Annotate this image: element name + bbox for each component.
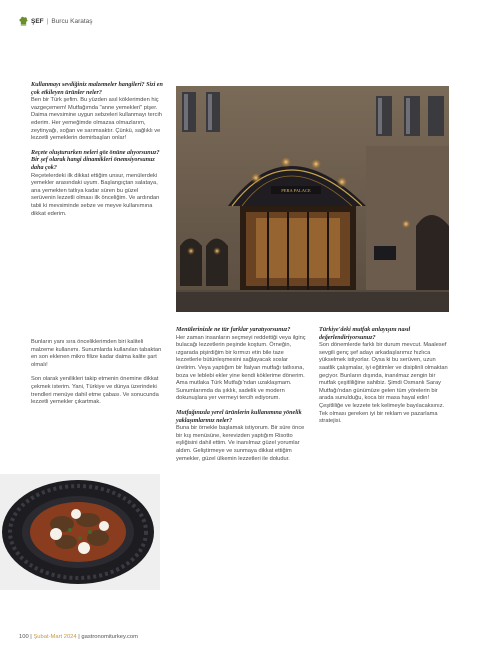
question-favorite-ingredients: Kullanmayı sevdiğiniz malzemeler hangileri? Sizi en çok etkileyen ürünler neler? [31,82,163,96]
column-2 [176,327,306,463]
footer-separator-2: | [78,634,80,640]
question-turkish-cuisine: Türkiye'deki mutfak anlayışını nasıl değerlendiriyorsunuz? [319,327,411,341]
food-plate-photo [0,474,160,590]
question-recipe-creation: Reçete oluştururken neleri göz önüne alıyorsunuz? Bir şef olarak hangi dinamikleri önemsiyorsunuz daha çok? [31,149,160,171]
answer-recipe-creation-1: Reçetelerdeki ilk dikkat ettiğim unsur, menülerdeki yemekler arasındaki uyum. Başlangıçtan salataya, ana yemekten tatlıya kadar süren bu güzel serüvenin lezzetli olması ilk önceliğim. Ve ardından tabii ki mevsiminde sebze ve meyve kullanımına dikkat ederim. [31,172,160,217]
issue-date: Şubat-Mart 2024 [33,634,77,640]
hotel-sign-text: PERA PALACE [281,188,311,193]
column-3 [319,327,451,426]
column-1-bottom [31,339,163,407]
answer-turkish-cuisine: Son dönemlerde farklı bir durum mevcut. Maalesef sevgili genç şef adayı arkadaşlarımız hızlıca yükselmek istiyorlar. Oysa ki bu serüven, uzun saatlik çalışmalar, iyi eğitimler ve disiplinli olmaktan geçiyor. Bunların dışında, inanılmaz zengin bir mutfak çeşitliliğine sahibiz. Şimdi Osmanlı Saray Mutfağı'ndan günümüze gelen tüm yörelerin bir arada sunulduğu, koca bir masa hayal edin! Çeşitliliğe ve lezzete tek kelimeyle bayılacaksınız. Tek olması gereken iyi bir reklam ve pazarlama stratejisi. [319,342,448,425]
chef-hat-icon [19,16,28,26]
footer-separator: | [30,634,32,640]
question-menu-differences: Menülerinizde ne tür farklar yaratıyorsunuz? [176,327,291,333]
hotel-entrance-photo [176,86,449,312]
answer-recipe-creation-2: Bunların yanı sıra önceliklerimden biri kaliteli malzeme kullanımı. Sunumlarda kullanılan tabaktan en son eklenen mikro filize kadar daima kalite şart olmalı! [31,339,162,368]
header-separator: | [46,17,49,25]
website[interactable]: gastronomiturkey.com [81,634,138,640]
section-label: ŞEF [31,17,44,25]
author-name: Burcu Karataş [51,17,93,25]
answer-local-products: Buna bir örnekle başlamak istiyorum. Bir süre önce bir kış menüsüne, kerevizden yaptığım Risotto eşliğisini dahil ettim. Ve inanılmaz güzel yorumlar aldım. Geliştirmeye ve sunmaya dikkat ettiğim yemekler, güzel ülkemin lezzetleri ile doludur. [176,425,305,462]
page-footer [19,634,138,640]
question-local-products: Mutfağınızda yerel ürünlerin kullanımına yönelik yaklaşımlarınız neler? [176,409,302,424]
page-header [19,14,93,28]
answer-favorite-ingredients: Ben bir Türk şefim. Bu yüzden asıl köklerimden hiç vazgeçemem! Mutfağımda "anne yemekleri" pişer. Daima mevsimine uygun sebzeleri kullanmayı tercih ederim. Her yemeğimde olmazsa olmazlarım, zeytinyağı, soğan ve sarımsaktır. Çünkü, sağlıklı ve lezzetli yemeklerin demirbaşları onlar! [31,97,162,142]
column-1-top [31,82,163,218]
answer-menu-differences: Her zaman insanların seçmeyi reddettiği veya ilginç bulacağı lezzetlerin peşinde koştum. Örneğin, ızgarada pişirdiğim bir kırmızı etin bile taze lezzetlerle bütünleşmesini sağlayacak soslar üretirim. Veya yaptığım bir İtalyan mutfağı tatlısına, boza ve leblebi ekler yine kendi köklerime dönerim. Ama mutlaka Türk Mutfağı'ndan uzaklaşmam. Sunumlarımda da şıklık, sadelik ve modern dokunuşlara yer vermeyi tercih ediyorum. [176,334,306,402]
answer-recipe-creation-3: Son olarak yenilikleri takip etmenin önemine dikkat çekmek isterim. Yani, Türkiye ve dünya üzerindeki trendleri menüye dahil etme çabası. Ve sonucunda lezzetli yemekler çıkartmak. [31,376,159,406]
page-number: 100 [19,634,29,640]
